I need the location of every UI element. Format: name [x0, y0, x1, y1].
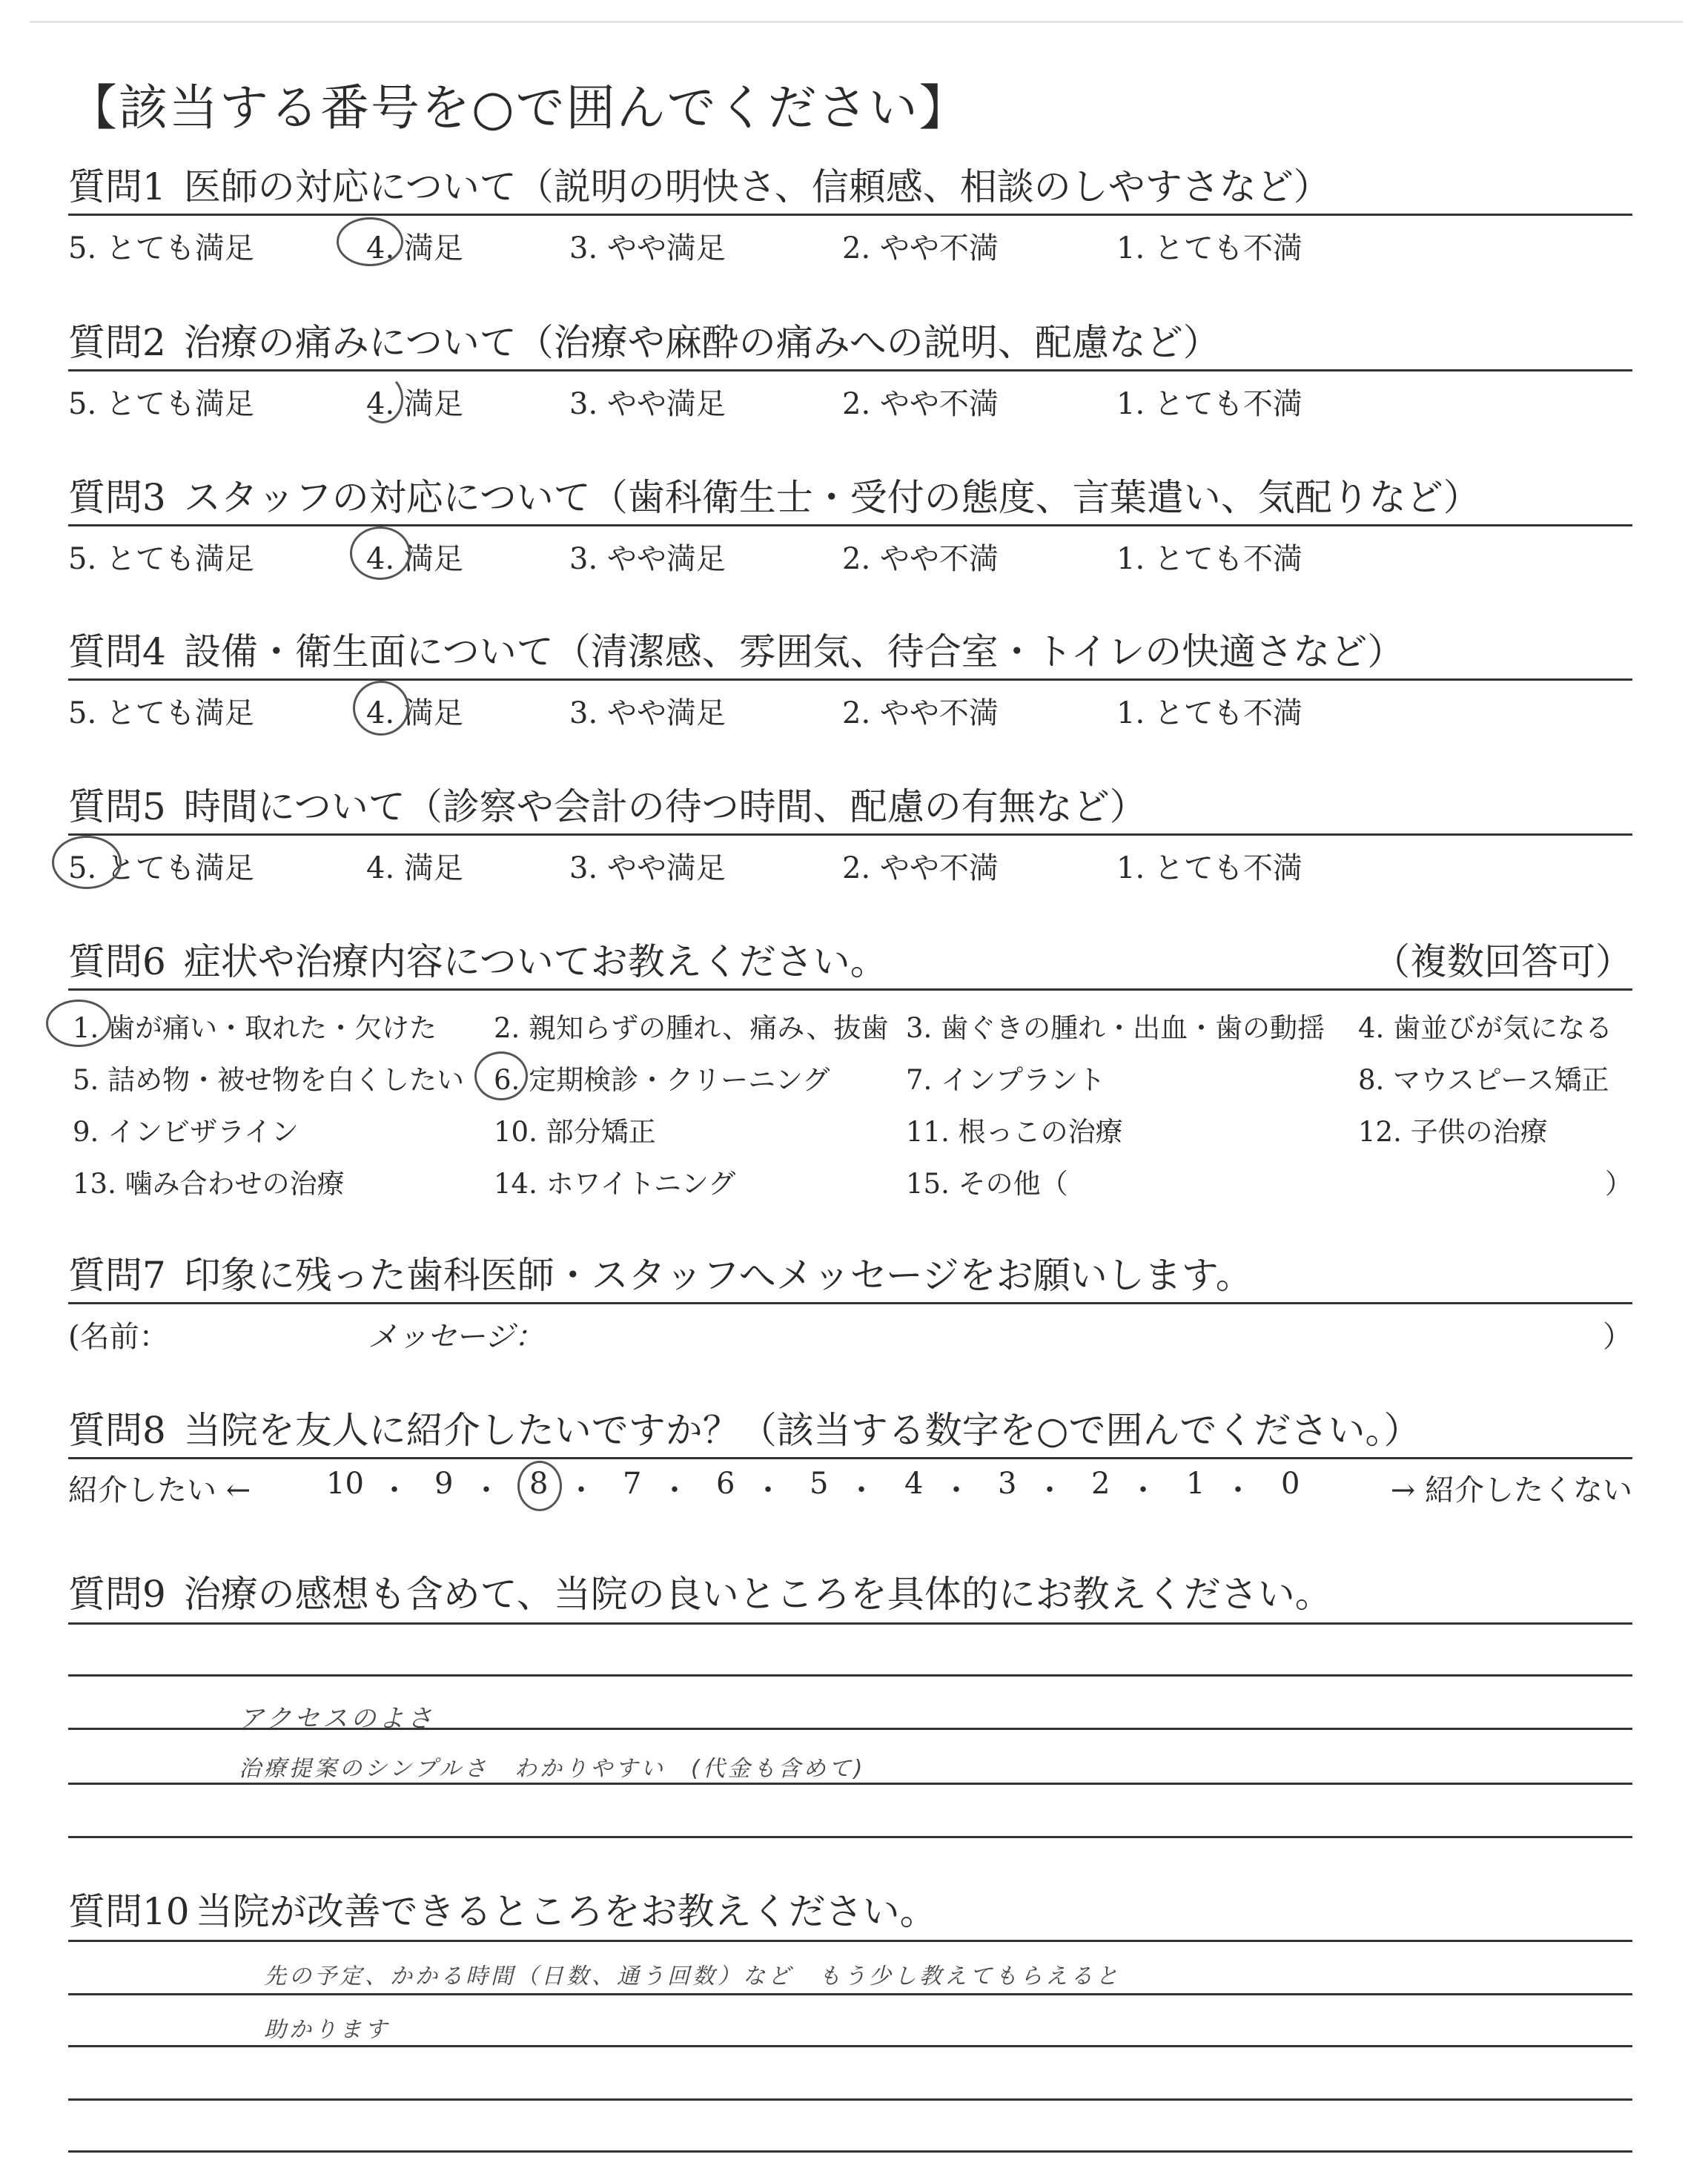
- question-number: 質問2: [68, 321, 166, 364]
- scale-dot: ・: [1223, 1473, 1253, 1507]
- option-5[interactable]: 5. とても満足: [68, 387, 254, 421]
- scale-dot: ・: [753, 1473, 783, 1507]
- scale-dot: ・: [471, 1473, 501, 1507]
- symptom-option-2[interactable]: 2. 親知らずの腫れ、痛み、抜歯: [494, 1012, 889, 1044]
- symptom-option-9[interactable]: 9. インビザライン: [73, 1116, 299, 1148]
- symptom-option-4[interactable]: 4. 歯並びが気になる: [1358, 1012, 1613, 1044]
- option-3[interactable]: 3. やや満足: [569, 387, 726, 421]
- recommend-scale: [68, 1459, 1632, 1507]
- scale-1[interactable]: 1: [1186, 1467, 1205, 1501]
- scale-0[interactable]: 0: [1281, 1467, 1300, 1501]
- option-2[interactable]: 2. やや不満: [842, 851, 999, 885]
- handwritten-answer: アクセスのよさ: [239, 1704, 435, 1734]
- selection-circle: [52, 836, 122, 889]
- question-text: 治療の痛みについて（治療や麻酔の痛みへの説明、配慮など）: [183, 321, 1220, 364]
- question-4: [68, 630, 1632, 730]
- scale-10[interactable]: 10: [326, 1467, 364, 1501]
- symptom-option-14[interactable]: 14. ホワイトニング: [494, 1168, 736, 1200]
- question-8: [68, 1408, 1632, 1507]
- symptom-option-1[interactable]: 1. 歯が痛い・取れた・欠けた: [73, 1012, 437, 1044]
- option-3[interactable]: 3. やや満足: [569, 231, 726, 265]
- question-number: 質問7: [68, 1254, 166, 1297]
- option-1[interactable]: 1. とても不満: [1116, 387, 1302, 421]
- scale-7[interactable]: 7: [623, 1467, 642, 1501]
- question-number: 質問5: [68, 785, 166, 828]
- answer-line: [68, 1993, 1632, 1995]
- option-4[interactable]: 4. 満足: [366, 231, 463, 265]
- option-5[interactable]: 5. とても満足: [68, 231, 254, 265]
- rating-options: [68, 371, 1632, 421]
- option-4[interactable]: 4. 満足: [366, 542, 463, 576]
- option-3[interactable]: 3. やや満足: [569, 851, 726, 885]
- symptom-option-8[interactable]: 8. マウスピース矯正: [1358, 1064, 1609, 1096]
- question-number: 質問4: [68, 630, 166, 673]
- multiple-answer-note: （複数回答可）: [1373, 940, 1632, 983]
- scale-dot: ・: [847, 1473, 876, 1507]
- question-text: 時間について（診察や会計の待つ時間、配慮の有無など）: [183, 785, 1147, 828]
- selection-circle: [353, 681, 409, 736]
- selection-circle: [474, 1051, 528, 1100]
- question-3: [68, 475, 1632, 576]
- option-1[interactable]: 1. とても不満: [1116, 542, 1302, 576]
- answer-line: [68, 2098, 1632, 2101]
- question-text: 症状や治療内容についてお教えください。: [183, 940, 887, 983]
- message-fields: [68, 1304, 1632, 1354]
- option-1[interactable]: 1. とても不満: [1116, 231, 1302, 265]
- option-2[interactable]: 2. やや不満: [842, 696, 999, 730]
- symptom-option-3[interactable]: 3. 歯ぐきの腫れ・出血・歯の動揺: [906, 1012, 1325, 1044]
- symptom-option-15[interactable]: 15. その他（: [906, 1168, 1068, 1200]
- question-6: [68, 939, 1632, 1213]
- option-5[interactable]: 5. とても満足: [68, 696, 254, 730]
- question-number: 質問8: [68, 1409, 166, 1452]
- question-text: 印象に残った歯科医師・スタッフへメッセージをお願いします。: [183, 1254, 1253, 1297]
- name-label: (名前：: [68, 1320, 169, 1354]
- rating-options: [68, 216, 1632, 265]
- handwritten-answer: 治療提案のシンプルさ わかりやすい (代金も含めて): [239, 1756, 866, 1782]
- question-number: 質問10: [68, 1890, 190, 1933]
- question-text: 治療の感想も含めて、当院の良いところを具体的にお教えください。: [183, 1573, 1332, 1616]
- answer-line: [68, 1940, 1632, 1942]
- selection-circle: [337, 217, 403, 266]
- option-4[interactable]: 4. 満足: [366, 851, 463, 885]
- scale-3[interactable]: 3: [998, 1467, 1017, 1501]
- handwritten-answer: 先の予定、かかる時間（日数、通う回数）など もう少し教えてもらえると: [264, 1964, 1121, 1989]
- scale-2[interactable]: 2: [1091, 1467, 1110, 1501]
- scale-right-label: → 紹介したくない: [1390, 1473, 1632, 1507]
- rating-options: [68, 526, 1632, 576]
- question-9: [68, 1572, 1632, 1616]
- question-2: [68, 320, 1632, 421]
- answer-line: [68, 1783, 1632, 1785]
- rating-options: [68, 836, 1632, 885]
- question-number: 質問9: [68, 1573, 166, 1616]
- selection-circle: [46, 1000, 111, 1047]
- answer-line: [68, 1674, 1632, 1677]
- scale-4[interactable]: 4: [904, 1467, 924, 1501]
- symptom-option-5[interactable]: 5. 詰め物・被せ物を白くしたい: [73, 1064, 465, 1096]
- rating-options: [68, 681, 1632, 730]
- scale-dot: ・: [941, 1473, 971, 1507]
- question-text: 設備・衛生面について（清潔感、雰囲気、待合室・トイレの快適さなど）: [183, 630, 1405, 673]
- option-1[interactable]: 1. とても不満: [1116, 851, 1302, 885]
- scale-dot: ・: [1128, 1473, 1158, 1507]
- other-close-paren: ）: [1605, 1168, 1632, 1200]
- question-10: [68, 1889, 1632, 1934]
- selection-circle: [362, 374, 403, 423]
- question-7: [68, 1253, 1632, 1354]
- scale-dot: ・: [380, 1473, 409, 1507]
- symptom-option-6[interactable]: 6. 定期検診・クリーニング: [494, 1064, 830, 1096]
- top-border: [30, 21, 1683, 23]
- option-2[interactable]: 2. やや不満: [842, 542, 999, 576]
- scale-8[interactable]: 8: [529, 1467, 549, 1501]
- message-label: メッセージ：: [368, 1320, 544, 1354]
- question-1: [68, 165, 1632, 265]
- handwritten-answer: 助かります: [264, 2017, 390, 2043]
- option-2[interactable]: 2. やや不満: [842, 231, 999, 265]
- scale-9[interactable]: 9: [434, 1467, 454, 1501]
- page-title: 【該当する番号を○で囲んでください】: [68, 79, 970, 136]
- option-5[interactable]: 5. とても満足: [68, 542, 254, 576]
- question-text: 当院を友人に紹介したいですか？（該当する数字を○で囲んでください。）: [183, 1409, 1421, 1452]
- answer-line: [68, 2045, 1632, 2047]
- scale-5[interactable]: 5: [810, 1467, 829, 1501]
- scale-6[interactable]: 6: [716, 1467, 735, 1501]
- question-number: 質問6: [68, 940, 166, 983]
- scale-dot: ・: [566, 1473, 596, 1507]
- option-3[interactable]: 3. やや満足: [569, 696, 726, 730]
- option-5[interactable]: 5. とても満足: [68, 851, 254, 885]
- option-3[interactable]: 3. やや満足: [569, 542, 726, 576]
- answer-line: [68, 1622, 1632, 1625]
- symptom-option-10[interactable]: 10. 部分矯正: [494, 1116, 656, 1148]
- question-text: 医師の対応について（説明の明快さ、信頼感、相談のしやすさなど）: [183, 165, 1331, 208]
- answer-line: [68, 1836, 1632, 1838]
- answer-line: [68, 2150, 1632, 2153]
- scale-dot: ・: [660, 1473, 689, 1507]
- symptom-option-11[interactable]: 11. 根っこの治療: [906, 1116, 1123, 1148]
- symptom-option-13[interactable]: 13. 噛み合わせの治療: [73, 1168, 345, 1200]
- option-4[interactable]: 4. 満足: [366, 696, 463, 730]
- question-5: [68, 785, 1632, 885]
- scale-left-label: 紹介したい ←: [68, 1473, 251, 1507]
- symptom-option-12[interactable]: 12. 子供の治療: [1358, 1116, 1548, 1148]
- option-4[interactable]: 4. 満足: [366, 387, 463, 421]
- option-2[interactable]: 2. やや不満: [842, 387, 999, 421]
- symptom-option-7[interactable]: 7. インプラント: [906, 1064, 1106, 1096]
- question-number: 質問3: [68, 476, 166, 519]
- question-text: 当院が改善できるところをお教えください。: [195, 1890, 937, 1933]
- selection-circle: [517, 1461, 562, 1511]
- option-1[interactable]: 1. とても不満: [1116, 696, 1302, 730]
- scale-dot: ・: [1035, 1473, 1065, 1507]
- question-number: 質問1: [68, 165, 166, 208]
- question-text: スタッフの対応について（歯科衛生士・受付の態度、言葉遣い、気配りなど）: [183, 476, 1480, 519]
- symptom-options: [68, 991, 1632, 1213]
- message-close-paren: ）: [1603, 1320, 1632, 1354]
- selection-circle: [350, 526, 411, 580]
